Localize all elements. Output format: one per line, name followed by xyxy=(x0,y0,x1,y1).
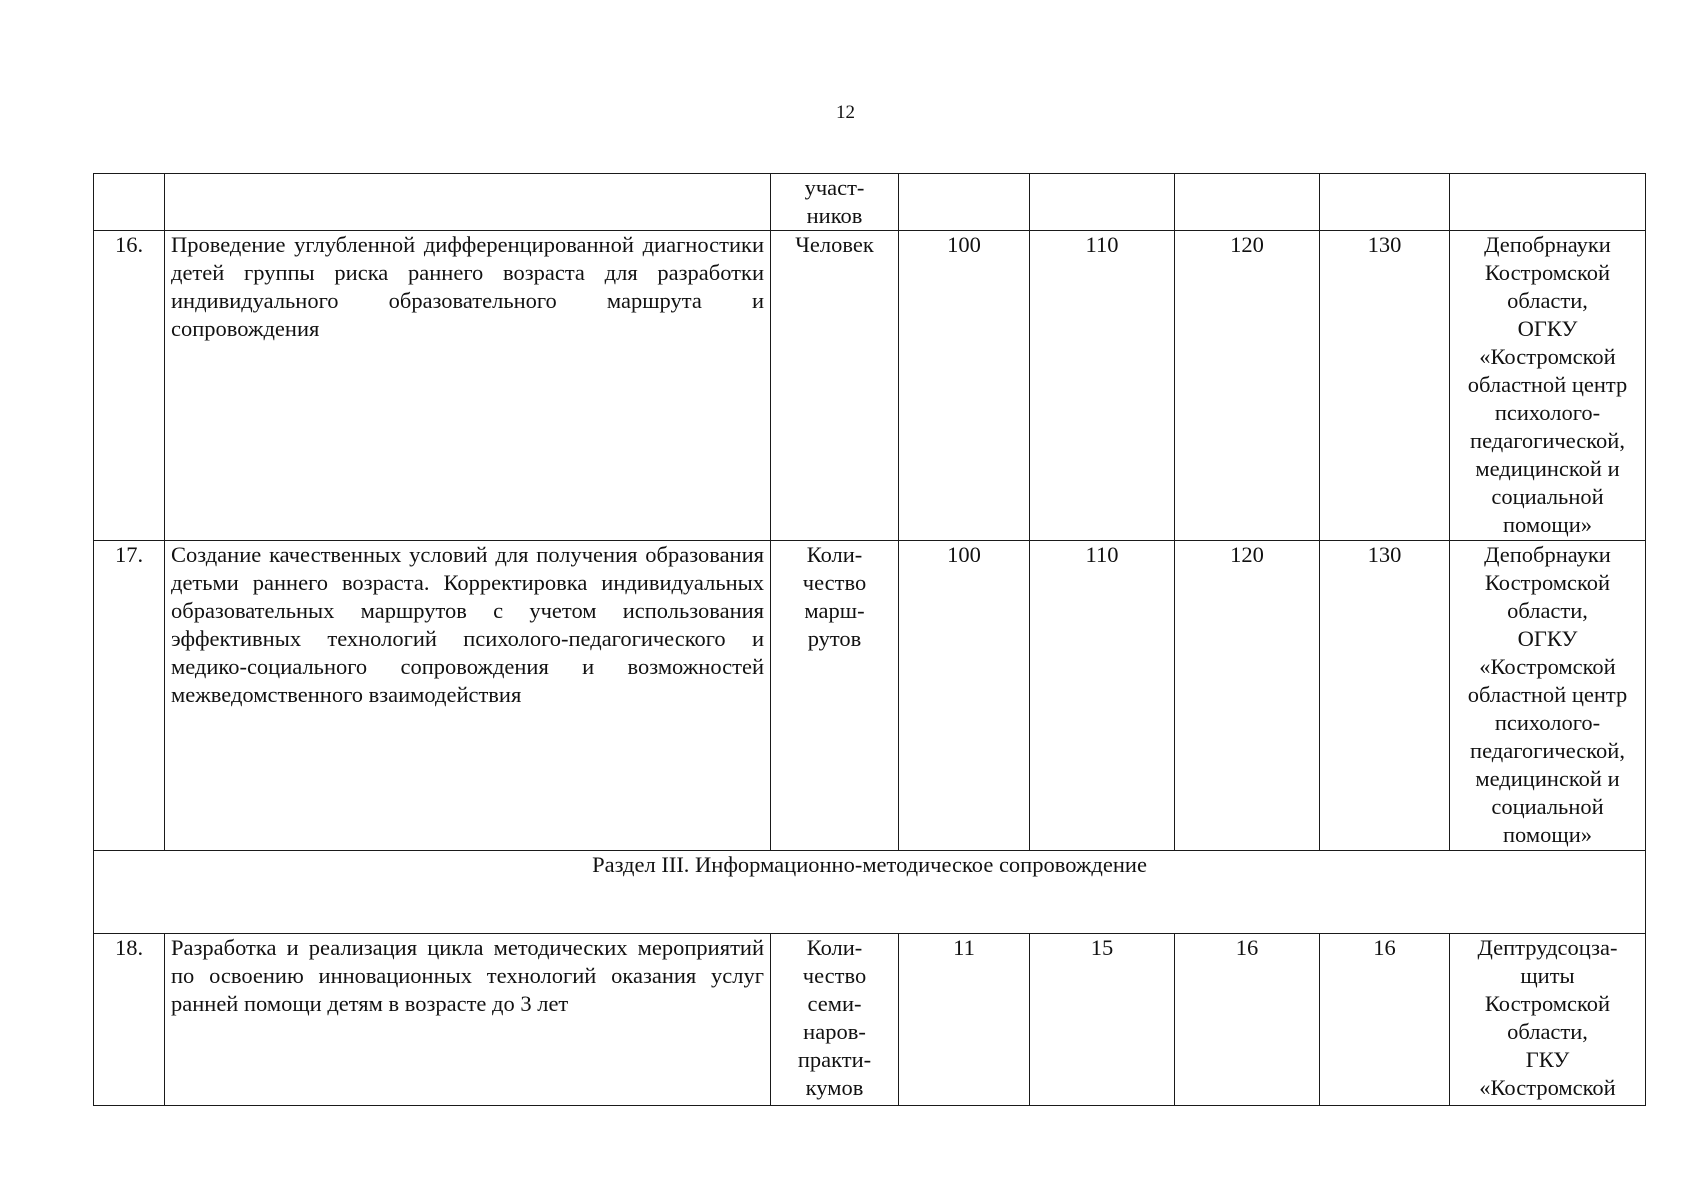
cell-value xyxy=(899,174,1030,231)
cell-value xyxy=(1320,174,1450,231)
cell-value-4: 130 xyxy=(1320,231,1450,541)
cell-num: 18. xyxy=(94,934,165,1106)
cell-num xyxy=(94,174,165,231)
cell-value-2: 110 xyxy=(1030,231,1175,541)
cell-description: Разработка и реализация цикла методических мероприятий по освоению инновационных технологий оказания услуг ранней помощи детям в возрасте до 3 лет xyxy=(165,934,771,1106)
cell-value-1: 100 xyxy=(899,541,1030,851)
cell-description: Создание качественных условий для получения образования детьми раннего возраста. Корректировка индивидуальных образовательных маршрутов с учетом использования эффективных технологий психолого-педагогического и медико-социального сопровождения и возможностей межведомственного взаимодействия xyxy=(165,541,771,851)
cell-description: Проведение углубленной дифференцированной диагностики детей группы риска раннего возраста для разработки индивидуального образовательного маршрута и сопровождения xyxy=(165,231,771,541)
cell-value-4: 130 xyxy=(1320,541,1450,851)
cell-description xyxy=(165,174,771,231)
table-row xyxy=(94,231,1646,541)
cell-value-2: 15 xyxy=(1030,934,1175,1106)
cell-unit: Человек xyxy=(771,231,899,541)
table-row xyxy=(94,541,1646,851)
cell-responsible: Дептрудсоцза- щиты Костромской области, ГКУ «Костромской xyxy=(1450,934,1646,1106)
cell-responsible: Депобрнауки Костромской области, ОГКУ «Костромской областной центр психолого- педагогической, медицинской и социальной помощи» xyxy=(1450,231,1646,541)
table-row xyxy=(94,934,1646,1106)
cell-value-1: 11 xyxy=(899,934,1030,1106)
cell-responsible: Депобрнауки Костромской области, ОГКУ «Костромской областной центр психолого- педагогической, медицинской и социальной помощи» xyxy=(1450,541,1646,851)
cell-value-3: 120 xyxy=(1175,541,1320,851)
table-row-carryover xyxy=(94,174,1646,231)
cell-value xyxy=(1030,174,1175,231)
cell-value-4: 16 xyxy=(1320,934,1450,1106)
cell-value-3: 16 xyxy=(1175,934,1320,1106)
plan-table xyxy=(93,173,1646,1106)
section-title: Раздел III. Информационно-методическое сопровождение xyxy=(94,851,1646,934)
cell-unit: участ- ников xyxy=(771,174,899,231)
page-number: 12 xyxy=(836,102,855,123)
cell-value-2: 110 xyxy=(1030,541,1175,851)
section-row xyxy=(94,851,1646,934)
cell-unit: Коли- чество семи- наров- практи- кумов xyxy=(771,934,899,1106)
cell-num: 17. xyxy=(94,541,165,851)
cell-unit: Коли- чество марш- рутов xyxy=(771,541,899,851)
cell-num: 16. xyxy=(94,231,165,541)
cell-value-3: 120 xyxy=(1175,231,1320,541)
cell-value xyxy=(1175,174,1320,231)
cell-responsible xyxy=(1450,174,1646,231)
cell-value-1: 100 xyxy=(899,231,1030,541)
